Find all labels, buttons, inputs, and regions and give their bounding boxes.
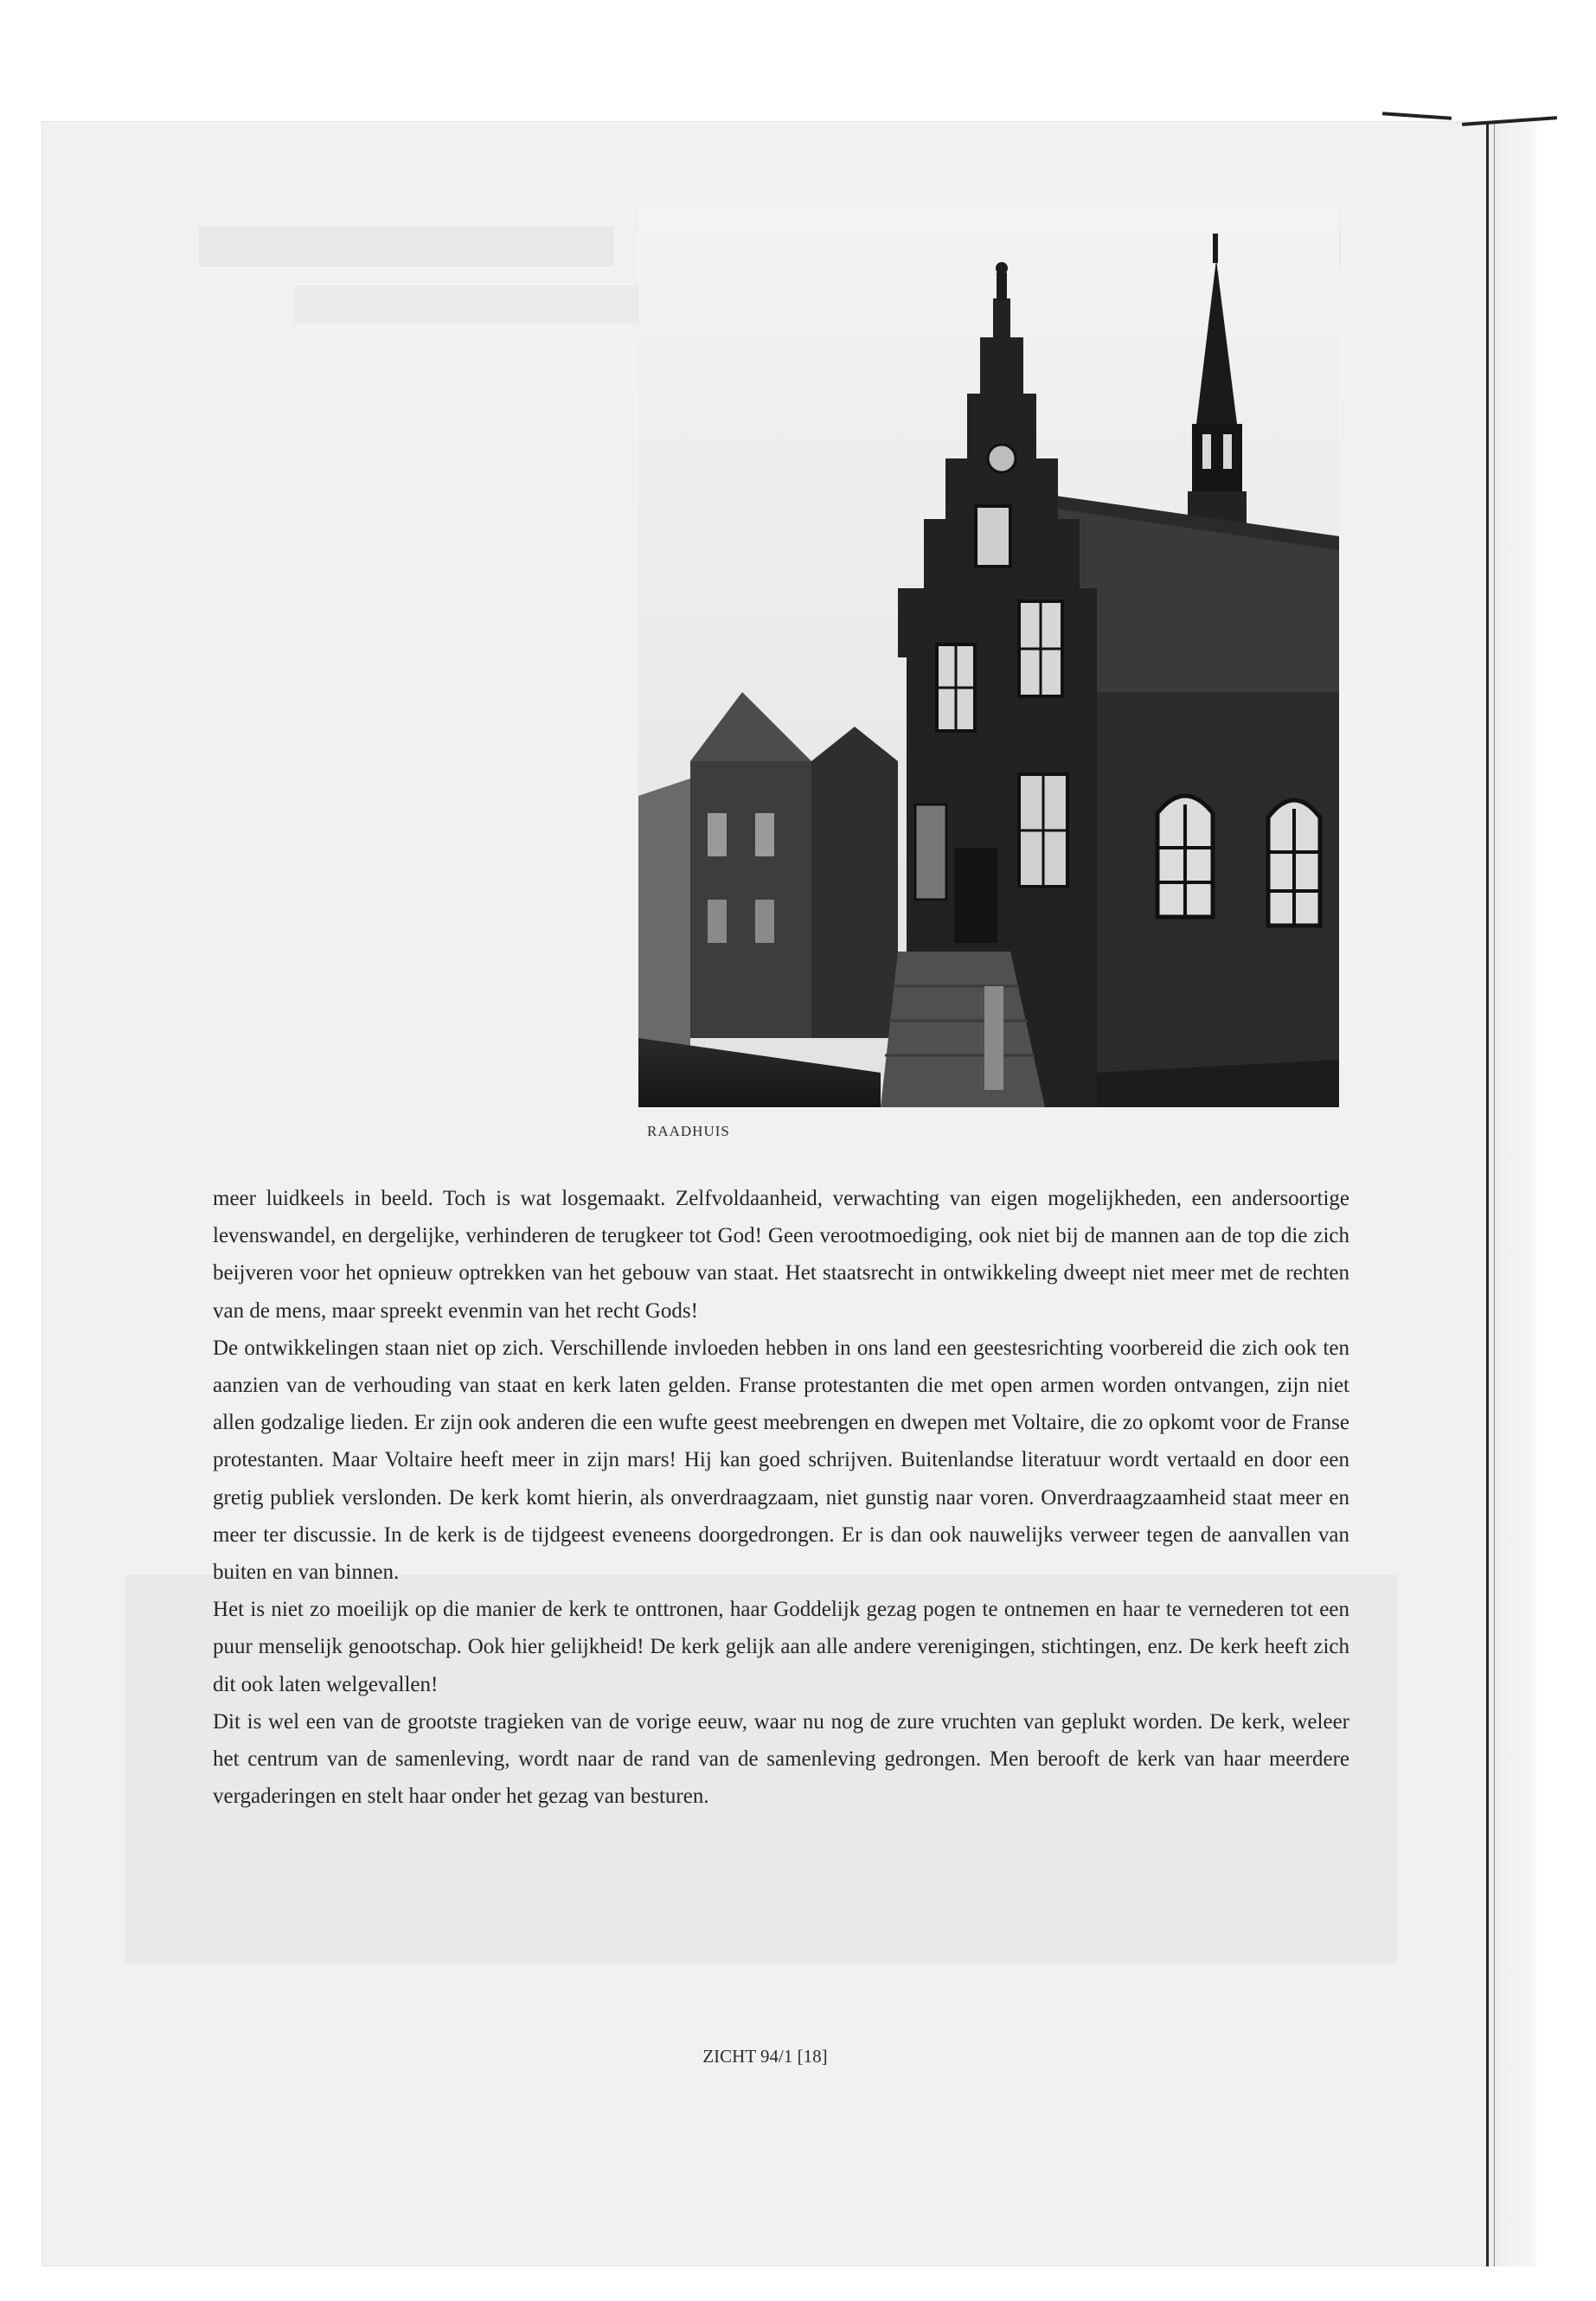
page-edge-line <box>1486 121 1489 2266</box>
article-paragraph: Het is niet zo moeilijk op die manier de kerk te onttronen, haar Goddelijk gezag pogen te ontnemen en haar te vernederen tot een puur menselijk genootschap. Ook hier gelijkheid! De kerk gelijk aan alle andere verenigingen, stichtingen, enz. De kerk heeft zich dit ook laten welgevallen! <box>213 1598 1349 1696</box>
page-edge-line-inner <box>1494 121 1495 2266</box>
article-paragraph: De ontwikkelingen staan niet op zich. Verschillende invloeden hebben in ons land een geestesrichting voorbereid die zich ook ten aanzien van de verhouding van staat en kerk laten gelden. Franse protestanten die met open armen worden ontvangen, zijn niet allen godzalige lieden. Er zijn ook anderen die een wufte geest meebrengen en dwepen met Voltaire, die zo opkomt voor de Franse protestanten. Maar Voltaire heeft meer in zijn mars! Hij kan goed schrijven. Buitenlandse literatuur wordt vertaald en door een gretig publiek verslonden. De kerk komt hierin, als onverdraagzaam, niet gunstig naar voren. Onverdraagzaamheid staat meer en meer ter discussie. In de kerk is de tijdgeest eveneens doorgedrongen. Er is dan ook nauwelijks verweer tegen de aanvallen van buiten en van binnen. <box>213 1336 1349 1585</box>
bleed-through-block <box>294 285 657 324</box>
page-footer <box>0 2046 1596 2067</box>
raadhuis-photo <box>638 208 1339 1107</box>
page-stack-edge <box>1488 121 1536 2266</box>
article-body <box>213 1180 1349 1815</box>
article-paragraph: Dit is wel een van de grootste tragieken van de vorige eeuw, waar nu nog de zure vruchten van geplukt worden. De kerk, weleer het centrum van de samenleving, wordt naar de rand van de samenleving gedrongen. Men berooft de kerk van haar meerdere vergaderingen en stelt haar onder het gezag van besturen. <box>213 1709 1349 1809</box>
page-number-label: ZICHT 94/1 [18] <box>702 2046 828 2067</box>
photo-caption: RAADHUIS <box>647 1123 730 1139</box>
corner-mark <box>1382 112 1452 120</box>
town-hall-illustration <box>638 208 1339 1107</box>
bleed-through-block <box>199 227 614 266</box>
article-paragraph: meer luidkeels in beeld. Toch is wat losgemaakt. Zelfvoldaanheid, verwachting van eigen mogelijkheden, een andersoortige levenswandel, en dergelijke, verhinderen de terugkeer tot God! Geen verootmoediging, ook niet bij de mannen aan de top die zich beijveren voor het opnieuw optrekken van het gebouw van staat. Het staatsrecht in ontwikkeling dweept niet meer met de rechten van de mens, maar spreekt evenmin van het recht Gods! <box>213 1187 1349 1323</box>
